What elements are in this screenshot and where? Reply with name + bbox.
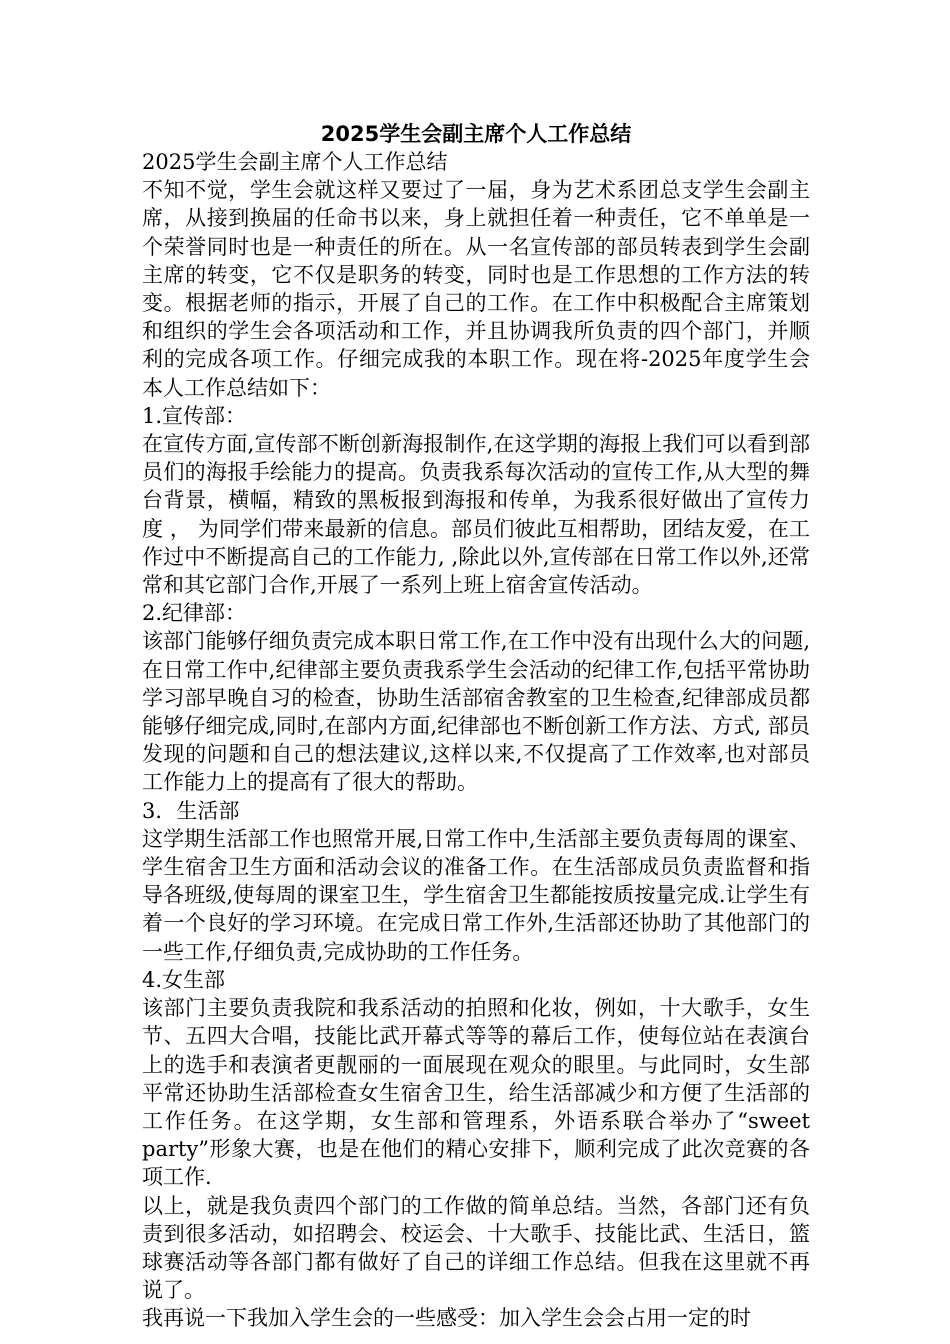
section-text-propaganda: 在宣传方面,宣传部不断创新海报制作,在这学期的海报上我们可以看到部员们的海报手绘能力的提高。负责我系每次活动的宣传工作,从大型的舞台背景，横幅，精致的黑板报到海报和传单，为我系很好做出了宣传力度 ， 为同学们带来最新的信息。部员们彼此互相帮助，团结友爱，在工作过中不断提高自己的工作能力, ,除此以外,宣传部在日常工作以外,还常常和其它部门合作,开展了一系列上班上宿舍宣传活动。 [142,432,810,598]
section-text-discipline: 该部门能够仔细负责完成本职日常工作,在工作中没有出现什么大的问题,在日常工作中,纪律部主要负责我系学生会活动的纪律工作,包括平常协助学习部早晚自习的检查，协助生活部宿舍教室的卫生检查,纪律部成员都能够仔细完成,同时,在部内方面,纪律部也不断创新工作方法、方式, 部员发现的问题和自己的想法建议,这样以来,不仅提高了工作效率,也对部员工作能力上的提高有了很大的帮助。 [142,629,810,795]
closing-paragraph: 我再说一下我加入学生会的一些感受：加入学生会会占用一定的时 [142,1306,751,1331]
document-page [142,120,810,1333]
document-subtitle: 2025学生会副主席个人工作总结 [142,150,448,174]
document-title: 2025学生会副主席个人工作总结 [320,122,632,146]
summary-paragraph: 以上，就是我负责四个部门的工作做的简单总结。当然，各部门还有负责到很多活动，如招聘会、校运会、十大歌手、技能比武、生活日，篮球赛活动等各部门都有做好了自己的详细工作总结。但我在这里就不再说了。 [142,1193,810,1303]
section-heading-female: 4.女生部 [142,967,226,992]
section-text-female: 该部门主要负责我院和我系活动的拍照和化妆，例如，十大歌手，女生节、五四大合唱，技能比武开幕式等等的幕后工作，使每位站在表演台上的选手和表演者更靓丽的一面展现在观众的眼里。与此同时，女生部平常还协助生活部检查女生宿舍卫生，给生活部减少和方便了生活部的工作任务。在这学期，女生部和管理系，外语系联合举办了“sweet party”形象大赛，也是在他们的精心安排下，顺利完成了此次竞赛的各项工作. [142,996,810,1190]
intro-paragraph: 不知不觉，学生会就这样又要过了一届，身为艺术系团总支学生会副主席，从接到换届的任命书以来，身上就担任着一种责任，它不单单是一个荣誉同时也是一种责任的所在。从一名宣传部的部员转表到学生会副主席的转变，它不仅是职务的转变，同时也是工作思想的工作方法的转变。根据老师的指示，开展了自己的工作。在工作中积极配合主席策划和组织的学生会各项活动和工作，并且协调我所负责的四个部门，并顺利的完成各项工作。仔细完成我的本职工作。现在将-2025年度学生会本人工作总结如下： [142,178,810,400]
section-heading-discipline: 2.纪律部： [142,601,247,626]
section-text-life: 这学期生活部工作也照常开展,日常工作中,生活部主要负责每周的课室、学生宿舍卫生方面和活动会议的准备工作。在生活部成员负责监督和指导各班级,使每周的课室卫生，学生宿舍卫生都能按质按量完成.让学生有着一个良好的学习环境。在完成日常工作外,生活部还协助了其他部门的一些工作,仔细负责,完成协助的工作任务。 [142,826,810,964]
section-heading-life: 3．生活部 [142,798,240,823]
section-heading-propaganda: 1.宣传部： [142,403,247,428]
